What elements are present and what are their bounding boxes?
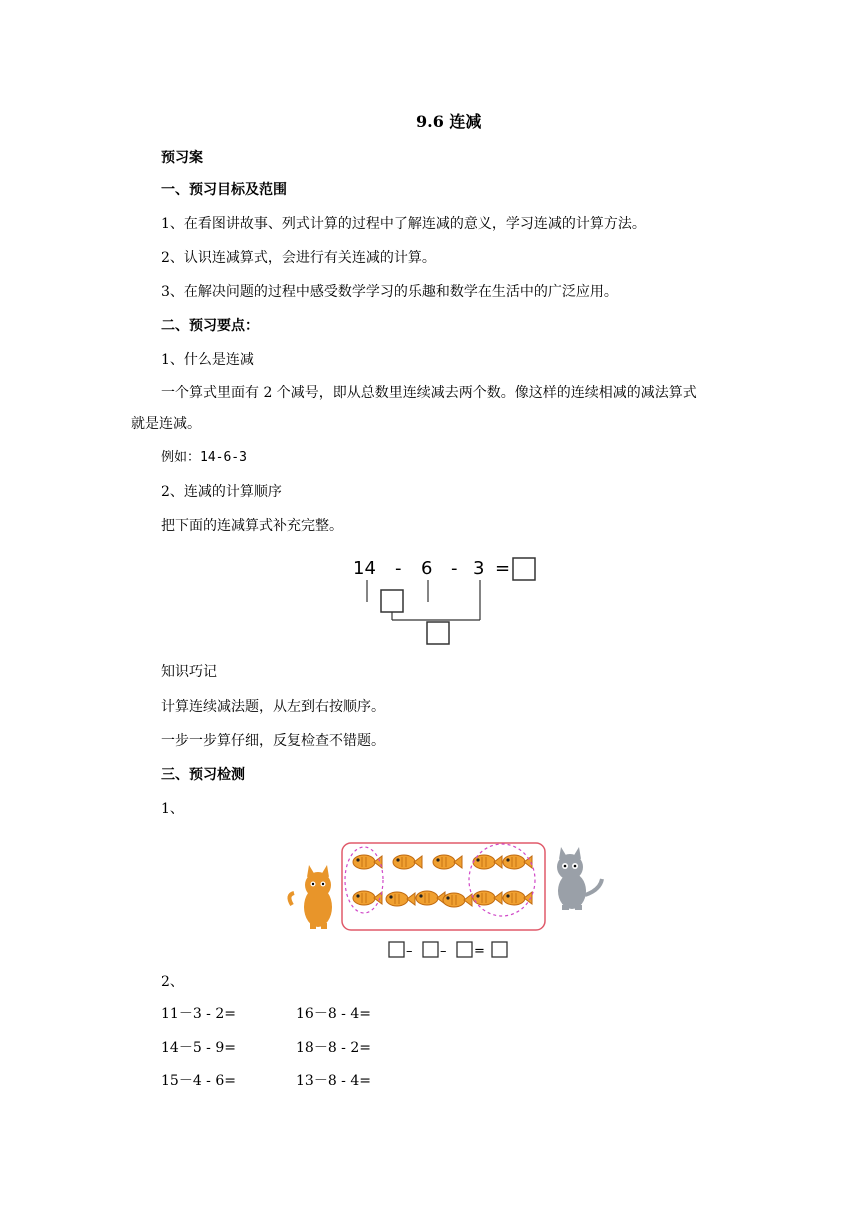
point2-text: 把下面的连减算式补充完整。 — [161, 518, 343, 534]
sec1-item-2: 2、认识连减算式，会进行有关连减的计算。 — [161, 250, 436, 266]
calc-order-diagram — [345, 552, 545, 652]
diagram-number-6: 6 — [421, 558, 433, 579]
diagram-minus-2: - — [451, 558, 458, 579]
diagram-step1-box — [381, 590, 403, 612]
diagram-number-14: 14 — [353, 558, 376, 579]
q2-row3-left: 15－4 - 6= — [161, 1073, 236, 1089]
diagram-number-3: 3 — [473, 558, 485, 579]
sec1-heading: 一、预习目标及范围 — [161, 182, 287, 198]
dashed-circle-right — [469, 844, 535, 916]
q1-box-2 — [423, 942, 438, 957]
sec2-heading: 二、预习要点： — [161, 318, 259, 334]
example-text: 例如：14-6-3 — [161, 450, 247, 465]
q2-row3-right: 13－8 - 4= — [296, 1073, 371, 1089]
q1-label: 1、 — [161, 801, 184, 817]
q2-row1-right: 16－8 - 4= — [296, 1006, 371, 1022]
point1-title: 1、什么是连减 — [161, 352, 254, 368]
point2-title: 2、连减的计算顺序 — [161, 484, 282, 500]
point1-text-line1: 一个算式里面有 2 个减号，即从总数里连续减去两个数。像这样的连续相减的减法算式 — [161, 385, 697, 401]
q1-minus-2: – — [440, 944, 447, 959]
tip-line-1: 计算连续减法题，从左到右按顺序。 — [161, 699, 385, 715]
diagram-answer-box — [513, 558, 535, 580]
diagram-minus-1: - — [395, 558, 402, 579]
sec1-item-3: 3、在解决问题的过程中感受数学学习的乐趣和数学在生活中的广泛应用。 — [161, 284, 618, 300]
q2-row2-left: 14－5 - 9= — [161, 1040, 236, 1056]
q1-box-answer — [492, 942, 507, 957]
q1-minus-1: – — [406, 944, 413, 959]
diagram-step2-box — [427, 622, 449, 644]
sec1-item-1: 1、在看图讲故事、列式计算的过程中了解连减的意义，学习连减的计算方法。 — [161, 216, 646, 232]
tip-line-2: 一步一步算仔细，反复检查不错题。 — [161, 733, 385, 749]
q1-equals: = — [474, 944, 485, 959]
grey-cat-icon — [557, 847, 602, 910]
point1-text-line2: 就是连减。 — [131, 416, 201, 432]
fish-illustration — [282, 835, 612, 965]
q2-label: 2、 — [161, 974, 184, 990]
q2-row1-left: 11－3 - 2= — [161, 1006, 236, 1022]
orange-cat-icon — [289, 865, 332, 929]
page-title: 9.6 连减 — [416, 112, 482, 131]
q2-row2-right: 18－8 - 2= — [296, 1040, 371, 1056]
diagram-equals: = — [495, 558, 511, 579]
section-label: 预习案 — [161, 150, 203, 166]
tip-title: 知识巧记 — [161, 664, 217, 680]
sec3-heading: 三、预习检测 — [161, 767, 245, 783]
q1-box-1 — [389, 942, 404, 957]
q1-box-3 — [457, 942, 472, 957]
